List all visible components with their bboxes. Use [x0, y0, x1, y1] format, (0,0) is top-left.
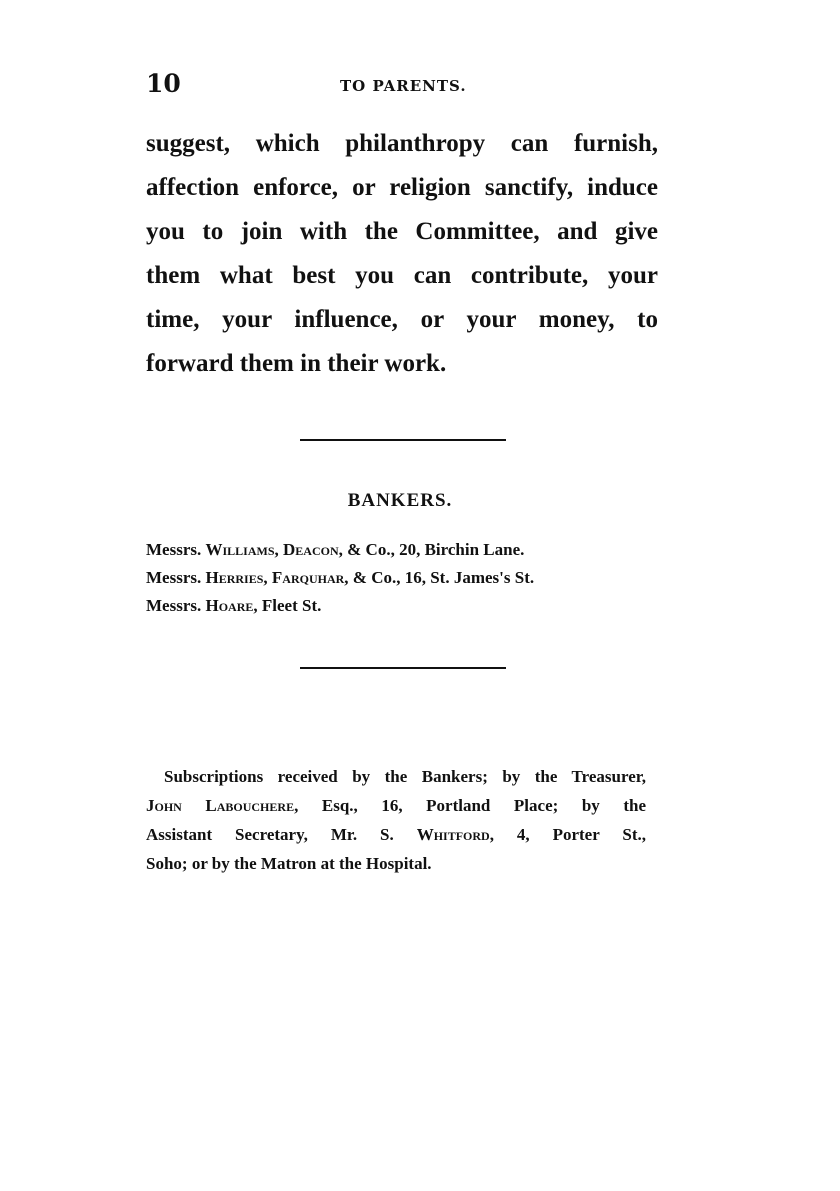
secretary-name: Whitford, [416, 825, 494, 844]
bankers-heading: BANKERS. [347, 490, 453, 511]
treasurer-name: John Labouchere, [146, 796, 299, 815]
subscriptions-notice [146, 762, 646, 878]
body-line: affection enforce, or religion sanctify, induce [146, 174, 658, 201]
banker-address: Fleet St. [261, 596, 322, 615]
banker-entry [146, 564, 666, 592]
body-line: them what best you can contribute, your [146, 262, 658, 289]
page-number: 10 [146, 69, 181, 98]
banker-names: Hoare, [205, 596, 258, 615]
body-paragraph [146, 122, 658, 386]
bankers-list [146, 536, 666, 620]
banker-names: Williams, Deacon, [205, 540, 343, 559]
banker-names: Herries, Farquhar, [205, 568, 349, 587]
section-rule [300, 439, 506, 441]
body-line: you to join with the Committee, and give [146, 218, 658, 245]
banker-prefix: Messrs. [146, 596, 202, 615]
subscriptions-line [146, 791, 646, 820]
body-line: suggest, which philanthropy can furnish, [146, 130, 658, 157]
banker-entry [146, 592, 666, 620]
section-rule [300, 667, 506, 669]
subscriptions-line: Subscriptions received by the Bankers; by the Treasurer, [164, 767, 646, 786]
subscriptions-line: Soho; or by the Matron at the Hospital. [146, 854, 432, 873]
subscriptions-line [146, 820, 646, 849]
treasurer-address: Esq., 16, Portland Place; by the [321, 796, 647, 815]
banker-entry [146, 536, 666, 564]
banker-prefix: Messrs. [146, 540, 202, 559]
banker-address: & Co., 20, Birchin Lane. [347, 540, 525, 559]
body-line: time, your influence, or your money, to [146, 306, 658, 333]
body-line: forward them in their work. [146, 350, 447, 377]
banker-prefix: Messrs. [146, 568, 202, 587]
secretary-title: Assistant Secretary, Mr. S. [146, 825, 394, 844]
running-head: TO PARENTS. [340, 77, 467, 95]
banker-address: & Co., 16, St. James's St. [352, 568, 535, 587]
secretary-address: 4, Porter St., [516, 825, 646, 844]
